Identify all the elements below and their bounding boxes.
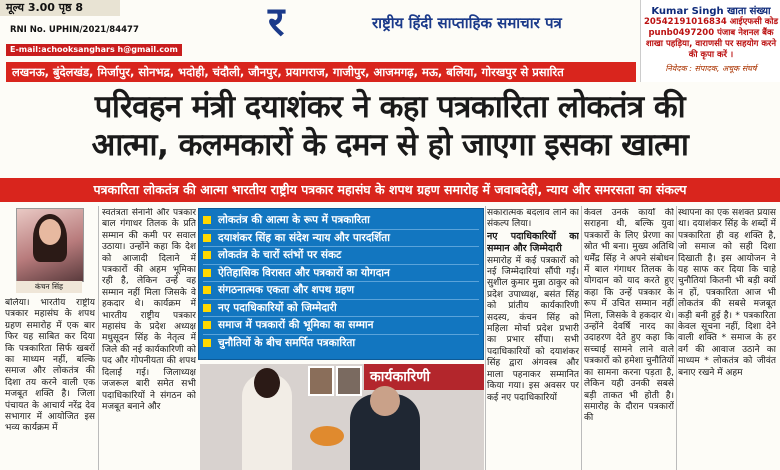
regions-banner: लखनऊ, बुंदेलखंड, मिर्जापुर, सोनभद्र, भदोही, चंदौली, जौनपुर, प्रयागराज, गाजीपुर, आजमगढ़, मऊ, बलिया, गोरखपुर से प्रसारित <box>6 62 636 82</box>
article-column-3: सकारात्मक बदलाव लाने का संकल्प लिया। नए पदाधिकारियों का सम्मान और जिम्मेदारी समारोह में कई पत्रकारों को नई जिम्मेदारियां सौंपी गईं। सुशील कुमार मुन्ना ठाकुर को प्रदेश उपाध्यक्ष, बसंत सिंह को प्रांतीय कार्यकारिणी सदस्य, कंचन सिंह को महिला मोर्चा प्रदेश प्रभारी का प्रभार सौंपा। सभी पदाधिकारियों को दयाशंकर सिंह द्वारा अंगवस्त्र और माला पहनाकर सम्मानित किया गया। इस अवसर पर कई नए पदाधिकारियों <box>487 208 579 403</box>
article-column-4: केवल उनके कार्यों की सराहना थी, बल्कि युवा पत्रकारों के लिए प्रेरणा का स्रोत भी बना। मुख्य अतिथि धर्मेंद्र सिंह ने अपने संबोधन में बाल गंगाधर तिलक के योगदान को याद करते हुए कहा कि उन्हें पत्रकार के रूप में उचित सम्मान नहीं मिला, जिसके वे हकदार थे। उन्होंने देवर्षि नारद का उदाहरण देते हुए कहा कि सच्चाई सामने लाने वाले पत्रकारों को हमेशा चुनौतियों का सामना करना पड़ता है, लेकिन यही उनकी सबसे बड़ी ताकत भी होती है। समारोह के दौरान पत्रकारों की <box>584 208 674 424</box>
flower-bouquet <box>310 426 344 446</box>
highlight-item: लोकतंत्र के चारों स्तंभों पर संकट <box>203 247 479 265</box>
highlight-item: चुनौतियों के बीच समर्पित पत्रकारिता <box>203 335 479 352</box>
bullet-square-icon <box>203 339 211 347</box>
highlight-item: संगठनात्मक एकता और शपथ ग्रहण <box>203 282 479 300</box>
highlights-box <box>198 208 484 360</box>
ad-line-1: Kumar Singh खाता संख्या <box>651 6 771 17</box>
person-head <box>370 386 400 416</box>
article-column-5: स्थापना का एक सशक्त प्रयास था। दयाशंकर सिंह के शब्दों में पत्रकारिता ही वह शक्ति है, जो समाज को सही दिशा दिखाती है। इस आयोजन ने यह साफ कर दिया कि चाहे चुनौतियां कितनी भी बड़ी क्यों न हों, पत्रकारिता आज भी लोकतंत्र की सबसे मजबूत कड़ी बनी हुई है। * पत्रकारिता केवल सूचना नहीं, दिशा देने वाली शक्ति * समाज के हर वर्ग की आवाज उठाने का माध्यम * लोकतंत्र को जीवंत बनाए रखने में अहम <box>678 208 776 378</box>
bullet-square-icon <box>203 216 211 224</box>
highlight-item: नए पदाधिकारियों को जिम्मेदारी <box>203 300 479 318</box>
subheadline-banner: पत्रकारिता लोकतंत्र की आत्मा भारतीय राष्ट्रीय पत्रकार महासंघ के शपथ ग्रहण समारोह में जवाबदेही, न्याय और समरसता का संकल्प <box>0 178 780 202</box>
headline-line-1: परिवहन मंत्री दयाशंकर ने कहा पत्रकारिता लोकतंत्र की <box>94 89 686 125</box>
article-column-1: बलिया। भारतीय राष्ट्रीय पत्रकार महासंघ के शपथ ग्रहण समारोह में एक बार फिर यह साबित कर दिया कि पत्रकारिता सिर्फ खबरों का माध्यम नहीं, बल्कि समाज और लोकतंत्र की दिशा तय करने वाली एक मजबूत शक्ति है। जिला पंचायत के आचार्य नरेंद्र देव सभागार में आयोजित इस भव्य कार्यक्रम में <box>5 298 95 434</box>
bullet-square-icon <box>203 321 211 329</box>
reporter-photo <box>16 208 84 282</box>
event-banner-text: कार्यकारिणी <box>364 364 484 390</box>
article-column-2: स्वतंत्रता सेनानी और पत्रकार बाल गंगाधर तिलक के प्रति सम्मान की कमी पर सवाल उठाया। उन्होंने कहा कि देश को आजादी दिलाने में पत्रकारों की अहम भूमिका रही है, लेकिन उन्हें वह सम्मान नहीं मिला जिसके वे हकदार थे। कार्यक्रम में भारतीय राष्ट्रीय पत्रकार महासंघ के प्रदेश अध्यक्ष मधुसूदन सिंह के नेतृत्व में जिले की नई कार्यकारिणी को पद और गोपनीयता की शपथ दिलाई गई। जिलाध्यक्ष जजरूल बारी समेत सभी पदाधिकारियों ने संगठन को मजबूत बनाने और <box>102 208 196 412</box>
ad-line-2: 20542191016834 आईएफसी कोड punb0497200 पंजाब नेशनल बैंक शाखा पहड़िया, वाराणसी पर सहयोग करने की कृपा करें । <box>643 17 779 60</box>
ad-line-3: निवेदक : संपादक, अचूक संघर्ष <box>665 64 757 73</box>
bullet-square-icon <box>203 286 211 294</box>
highlight-item: ऐतिहासिक विरासत और पत्रकारों का योगदान <box>203 265 479 283</box>
price-label: मूल्य 3.00 पृष्ठ 8 <box>0 0 120 16</box>
highlight-item: समाज में पत्रकारों की भूमिका का सम्मान <box>203 317 479 335</box>
event-photo <box>200 364 484 470</box>
section-heading: नए पदाधिकारियों का सम्मान और जिम्मेदारी <box>487 230 579 255</box>
donation-ad <box>640 0 780 82</box>
masthead-tagline: राष्ट्रीय हिंदी साप्ताहिक समाचार पत्र <box>372 14 562 32</box>
column-divider <box>98 206 99 470</box>
highlight-item: लोकतंत्र की आत्मा के रूप में पत्रकारिता <box>203 212 479 230</box>
bullet-square-icon <box>203 304 211 312</box>
reporter-photo-caption: कंचन सिंह <box>16 281 82 293</box>
column-divider <box>485 206 486 470</box>
email-strip: E-mail:achooksanghars h@gmail.com <box>6 44 182 56</box>
column-divider <box>676 206 677 470</box>
masthead-logo: र <box>268 0 285 45</box>
highlight-item: दयाशंकर सिंह का संदेश न्याय और पारदर्शिता <box>203 230 479 248</box>
column-divider <box>581 206 582 470</box>
main-headline <box>0 88 780 164</box>
bullet-square-icon <box>203 251 211 259</box>
person-head <box>254 368 280 398</box>
bullet-square-icon <box>203 269 211 277</box>
rni-number: RNI No. UPHIN/2021/84477 <box>10 25 139 35</box>
headline-line-2: आत्मा, कलमकारों के दमन से हो जाएगा इसका खात्मा <box>91 127 689 163</box>
bullet-square-icon <box>203 234 211 242</box>
portrait-frame <box>336 366 362 396</box>
portrait-frame <box>308 366 334 396</box>
